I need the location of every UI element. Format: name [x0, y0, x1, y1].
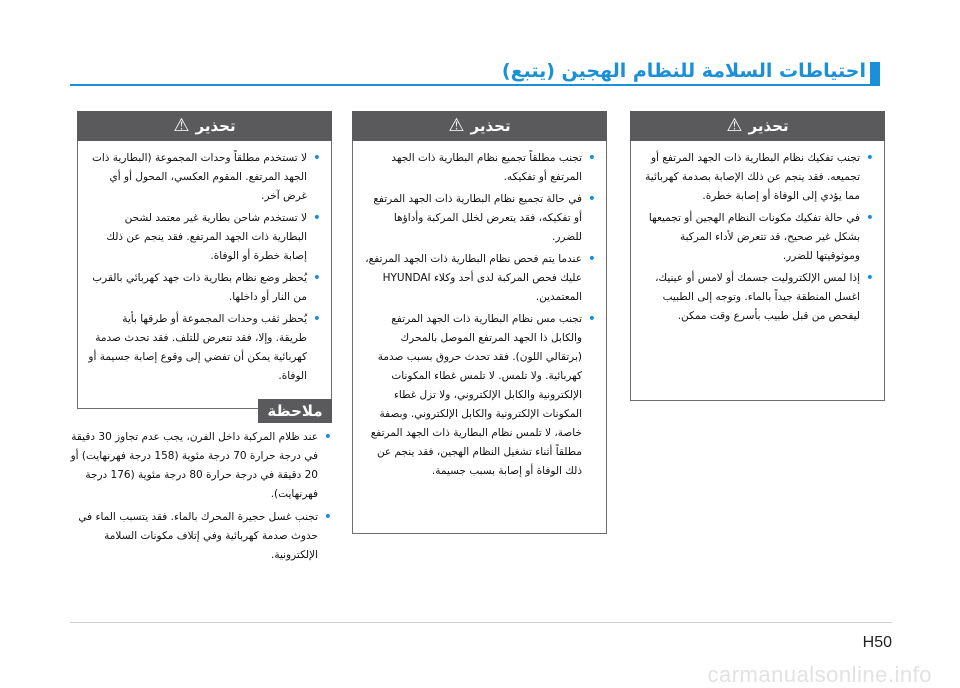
note-body: [70, 428, 332, 569]
warning-box-left: [77, 111, 332, 409]
warning-label: تحذير: [748, 117, 789, 135]
warning-item: • إذا لمس الإلكتروليت جسمك أو لامس أو عينيك، اغسل المنطقة جيداً بالماء. وتوجه إلى الطبيب ليفحص من قبل طبيب بأسرع وقت ممكن.: [641, 269, 874, 326]
warning-body: [630, 141, 885, 401]
warning-heading: [630, 111, 885, 141]
watermark: carmanualsonline.info: [707, 662, 932, 687]
warning-label: تحذير: [195, 117, 236, 135]
warning-heading: [77, 111, 332, 141]
warning-box-right: [630, 111, 885, 401]
warning-triangle-icon: ⚠: [726, 115, 743, 136]
warning-item: • تجنب مطلقاً تجميع نظام البطارية ذات الجهد المرتفع أو تفكيكه.: [363, 149, 596, 187]
warning-item: • في حالة تجميع نظام البطارية ذات الجهد المرتفع أو تفكيكه، فقد يتعرض لخلل المركبة وأداؤها للضرر.: [363, 190, 596, 247]
warning-label: تحذير: [470, 117, 511, 135]
note-item: • عند ظلام المركبة داخل الفرن، يجب عدم تجاوز 30 دقيقة في درجة حرارة 70 درجة مئوية (158 درجة فهرنهايت) أو 20 دقيقة في درجة حرارة 80 درجة مئوية (176 درجة فهرنهايت).: [70, 428, 332, 504]
warning-box-middle: [352, 111, 607, 534]
warning-item: • تجنب مس نظام البطارية ذات الجهد المرتفع والكابل ذا الجهد المرتفع الموصل بالمحرك (برتقالي اللون). فقد تحدث حروق بسبب صدمة كهربائية. ولا تلمس. لا تلمس غطاء المكونات الإلكترونية والكابل الإلكتروني، ولا تزل غطاء المكونات الإلكترونية والكابل الإلكتروني. وبصفة خاصة، لا تلمس نظام البطارية ذات الجهد المرتفع مطلقاً أثناء تشغيل النظام الهجين، فقد ينجم عن ذلك الوفاة أو إصابة بسبب جسيمة.: [363, 310, 596, 481]
warning-item: • يُحظر ثقب وحدات المجموعة أو طرقها بأية طريقة. وإلا، فقد تتعرض للتلف. فقد تحدث صدمة كهربائية يمكن أن تفضي إلى وقوع إصابة جسيمة أو الوفاة.: [88, 310, 321, 386]
footer-rule: [70, 622, 892, 623]
warning-item: • في حالة تفكيك مكونات النظام الهجين أو تجميعها بشكل غير صحيح، قد تتعرض لأداء المركبة وموثوقيتها للضرر.: [641, 209, 874, 266]
warning-item: • لا تستخدم مطلقاً وحدات المجموعة (البطارية ذات الجهد المرتفع. المقوم العكسي، المحول أو أي غرض آخر.: [88, 149, 321, 206]
warning-body: [77, 141, 332, 409]
page-number: H50: [862, 634, 892, 651]
note-heading: ملاحظة: [258, 399, 332, 423]
warning-body: [352, 141, 607, 534]
warning-item: • يُحظر وضع نظام بطارية ذات جهد كهربائي بالقرب من النار أو داخلها.: [88, 269, 321, 307]
warning-heading: [352, 111, 607, 141]
header-rule: [70, 84, 878, 86]
warning-triangle-icon: ⚠: [173, 115, 190, 136]
page-title: احتياطات السلامة للنظام الهجين (يتبع): [501, 60, 866, 82]
warning-triangle-icon: ⚠: [448, 115, 465, 136]
warning-item: • لا تستخدم شاحن بطارية غير معتمد لشحن البطارية ذات الجهد المرتفع. فقد ينجم عن ذلك إصابة خطرة أو الوفاة.: [88, 209, 321, 266]
header-accent-bar: [870, 62, 880, 86]
warning-item: • عندما يتم فحص نظام البطارية ذات الجهد المرتفع، عليك فحص المركبة لدى أحد وكلاء HYUNDAI المعتمدين.: [363, 250, 596, 307]
warning-item: • تجنب تفكيك نظام البطارية ذات الجهد المرتفع أو تجميعه. فقد ينجم عن ذلك الإصابة بصدمة كهربائية مما يؤدي إلى الوفاة أو إصابة خطرة.: [641, 149, 874, 206]
note-item: • تجنب غسل حجيرة المحرك بالماء. فقد يتسبب الماء في حدوث صدمة كهربائية وفي إتلاف مكونات السلامة الإلكترونية.: [70, 508, 332, 565]
